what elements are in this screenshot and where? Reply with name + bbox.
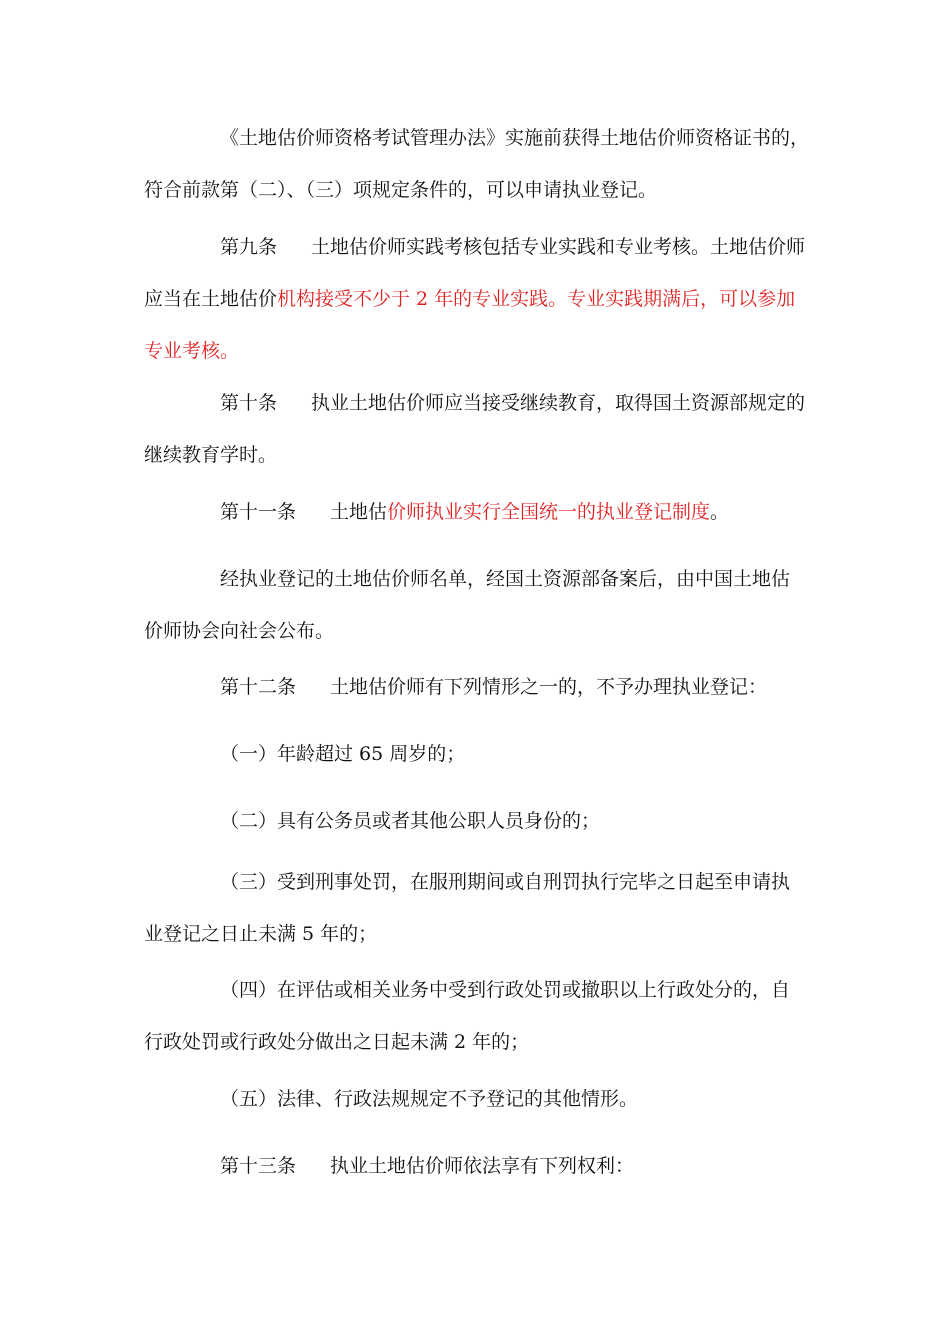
- text-line: [144, 661, 806, 713]
- text-line: 价师协会向社会公布。: [144, 620, 335, 642]
- text-line: （一）年龄超过 65 周岁的；: [220, 743, 466, 765]
- text-line: [144, 1140, 806, 1192]
- text-line: 经执业登记的土地估价师名单，经国土资源部备案后，由中国土地估: [220, 568, 791, 590]
- article-number: 第十二条: [220, 676, 297, 698]
- text-line: 业登记之日止未满 5 年的；: [144, 923, 378, 945]
- text-line: [144, 377, 806, 429]
- article-text: 执业土地估价师依法享有下列权利：: [330, 1155, 635, 1177]
- text-line: [144, 273, 806, 325]
- article-text: 土地估价师有下列情形之一的，不予办理执业登记：: [330, 676, 768, 698]
- paragraph-article-13: [144, 1140, 806, 1192]
- text-line: [144, 486, 806, 538]
- text-line: 符合前款第（二）、（三）项规定条件的，可以申请执业登记。: [144, 179, 658, 201]
- paragraph-article-9: [144, 221, 806, 377]
- text-line: （三）受到刑事处罚，在服刑期间或自刑罚执行完毕之日起至申请执: [220, 871, 791, 893]
- article-number: 第九条: [220, 236, 278, 258]
- list-item-4: [144, 964, 806, 1068]
- article-number: 第十条: [220, 392, 278, 414]
- text-line: 继续教育学时。: [144, 444, 278, 466]
- paragraph-registry-publication: [144, 553, 806, 657]
- article-text: 土地估价师实践考核包括专业实践和专业考核。土地估价师: [311, 236, 806, 258]
- list-item-2: [144, 795, 806, 847]
- text-line: 《土地估价师资格考试管理办法》实施前获得土地估价师资格证书的，: [220, 127, 810, 149]
- paragraph-article-10: [144, 377, 806, 481]
- text-line: （四）在评估或相关业务中受到行政处罚或撤职以上行政处分的，自: [220, 979, 791, 1001]
- plain-text: 。: [710, 501, 730, 523]
- text-line: （二）具有公务员或者其他公职人员身份的；: [220, 810, 601, 832]
- text-line: （五）法律、行政法规规定不予登记的其他情形。: [220, 1088, 639, 1110]
- highlighted-text: 机构接受不少于 2 年的专业实践。专业实践期满后，可以参加: [277, 288, 796, 310]
- text-line: 行政处罚或行政处分做出之日起未满 2 年的；: [144, 1031, 530, 1053]
- list-item-1: [144, 728, 806, 780]
- article-number: 第十一条: [220, 501, 297, 523]
- highlighted-text: 价师执业实行全国统一的执业登记制度: [387, 501, 711, 523]
- article-number: 第十三条: [220, 1155, 297, 1177]
- paragraph-transitional-clause: [144, 112, 810, 216]
- list-item-5: [144, 1073, 806, 1125]
- article-text: 执业土地估价师应当接受继续教育，取得国土资源部规定的: [311, 392, 806, 414]
- text-line: [144, 221, 806, 273]
- plain-text: 土地估: [330, 501, 388, 523]
- list-item-3: [144, 856, 806, 960]
- highlighted-text: 专业考核。: [144, 340, 240, 362]
- paragraph-article-11: [144, 486, 806, 538]
- paragraph-article-12: [144, 661, 806, 713]
- plain-text: 应当在土地估价: [144, 288, 278, 310]
